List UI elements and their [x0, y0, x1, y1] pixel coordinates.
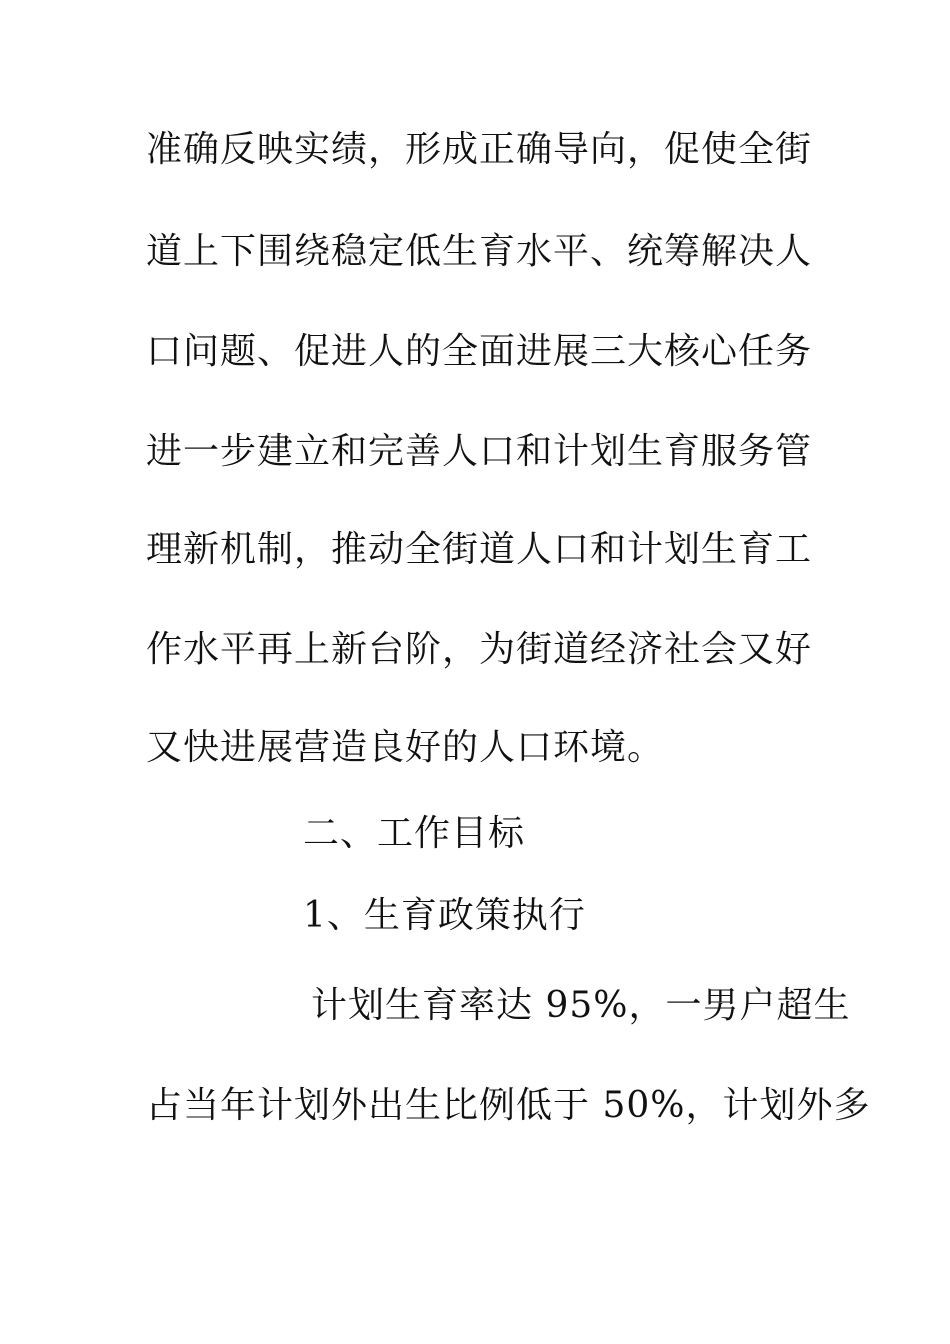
paragraph-line: 占当年计划外出生比例低于 50%，计划外多	[146, 1085, 871, 1126]
body-text-line: 作水平再上新台阶，为街道经济社会又好	[146, 629, 813, 670]
paragraph-line: 计划生育率达 95%，一男户超生	[311, 985, 851, 1026]
body-text-line: 进一步建立和完善人口和计划生育服务管	[146, 431, 813, 472]
body-text-line: 准确反映实绩，形成正确导向，促使全街	[146, 129, 813, 170]
subsection-heading: 1、生育政策执行	[303, 895, 586, 936]
body-text-line: 理新机制，推动全街道人口和计划生育工	[146, 529, 813, 570]
body-text-line: 口问题、促进人的全面进展三大核心任务	[146, 331, 813, 372]
body-text-line: 道上下围绕稳定低生育水平、统筹解决人	[146, 231, 813, 272]
body-text-line: 又快进展营造良好的人口环境。	[146, 727, 665, 768]
section-heading: 二、工作目标	[303, 813, 526, 854]
